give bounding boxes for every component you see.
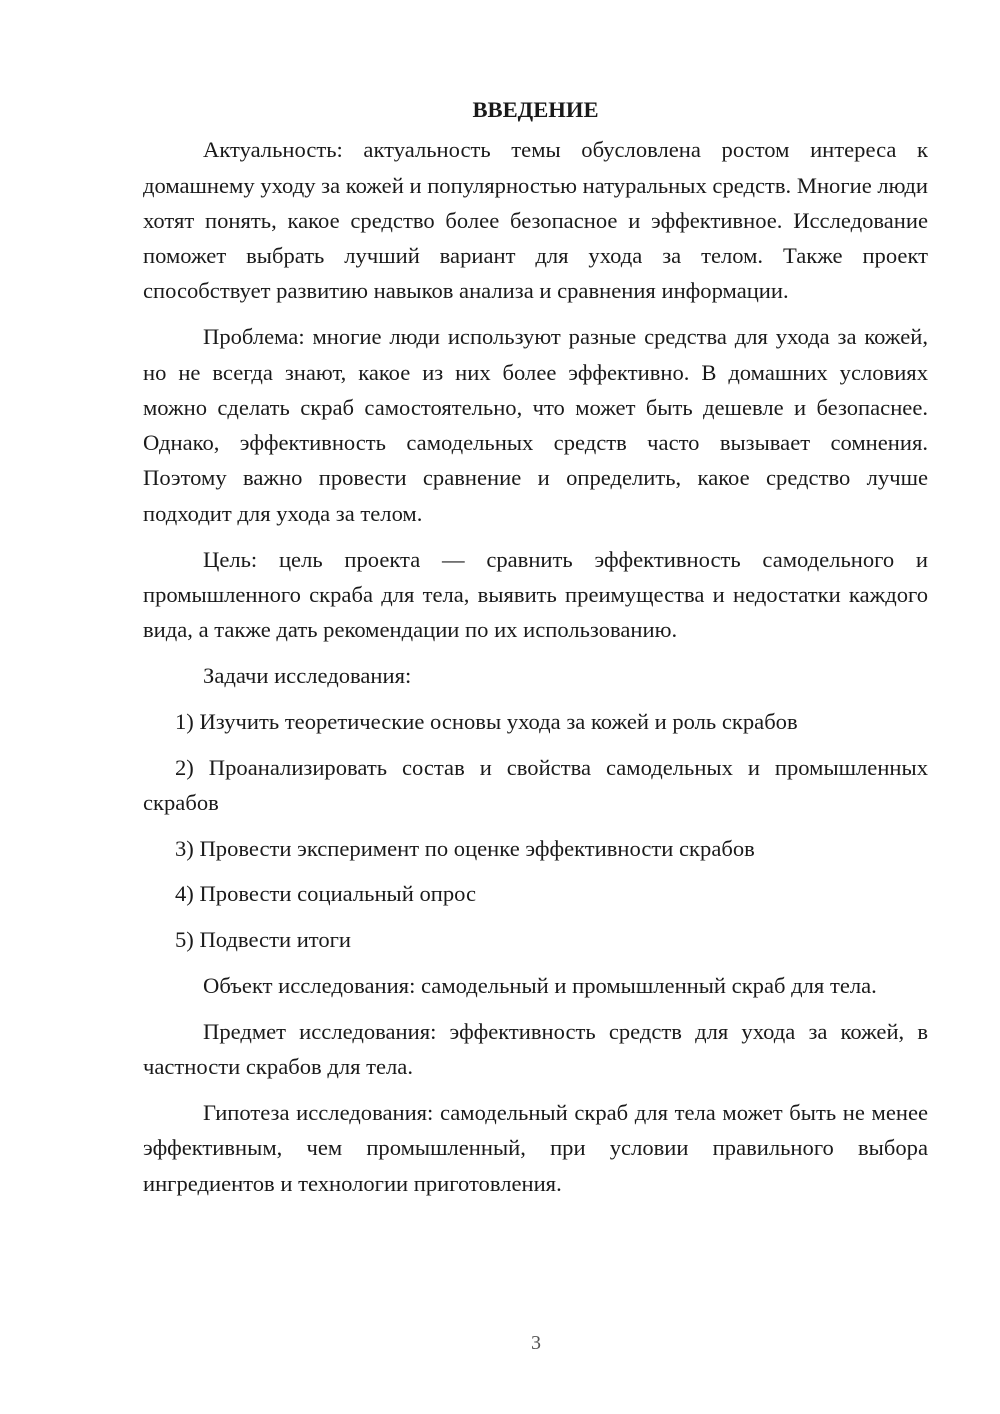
paragraph-problem: Проблема: многие люди используют разные средства для ухода за кожей, но не всегда знают, какое из них более эффективно. В домашних условиях можно сделать скраб самостоятельно, что может быть дешевле и безопаснее. Однако, эффективность самодельных средств часто вызывает сомнения. Поэтому важно провести сравнение и определить, какое средство лучше подходит для ухода за телом. <box>143 324 928 526</box>
paragraph-relevance: Актуальность: актуальность темы обусловлена ростом интереса к домашнему уходу за кожей и популярностью натуральных средств. Многие люди хотят понять, какое средство более безопасное и эффективное. Исследование поможет выбрать лучший вариант для ухода за телом. Также проект способствует развитию навыков анализа и сравнения информации. <box>143 137 928 304</box>
task-item-5: 5) Подвести итоги <box>175 927 352 953</box>
paragraph-object: Объект исследования: самодельный и промышленный скраб для тела. <box>203 973 877 999</box>
task-item-1: 1) Изучить теоретические основы ухода за кожей и роль скрабов <box>175 708 798 734</box>
paragraph-subject: Предмет исследования: эффективность средств для ухода за кожей, в частности скрабов для тела. <box>143 1018 928 1080</box>
task-item-2: 2) Проанализировать состав и свойства самодельных и промышленных скрабов <box>143 754 928 815</box>
paragraph-goal: Цель: цель проекта — сравнить эффективность самодельного и промышленного скраба для тела, выявить преимущества и недостатки каждого вида, а также дать рекомендации по их использованию. <box>143 546 928 643</box>
task-item-3: 3) Провести эксперимент по оценке эффективности скрабов <box>175 835 755 861</box>
task-item-4: 4) Провести социальный опрос <box>175 881 477 907</box>
section-heading: ВВЕДЕНИЕ <box>472 97 599 122</box>
paragraph-hypothesis: Гипотеза исследования: самодельный скраб для тела может быть не менее эффективным, чем промышленный, при условии правильного выбора ингредиентов и технологии приготовления. <box>143 1099 928 1196</box>
tasks-heading: Задачи исследования: <box>203 662 412 688</box>
page-content <box>143 92 928 1211</box>
page-number: 3 <box>531 1332 541 1354</box>
